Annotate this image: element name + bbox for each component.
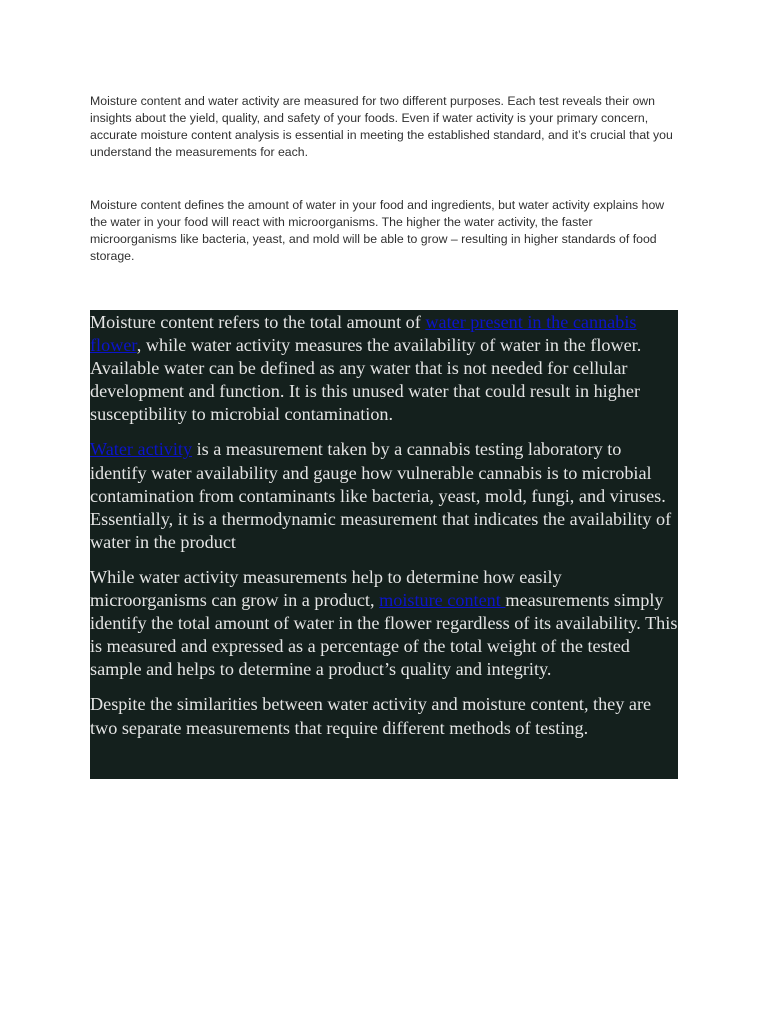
article-p2-text: is a measurement taken by a cannabis testing laboratory to identify water availability and gauge how vulnerable cannabis is to microbial contamination from contaminants like bacteria, yeast, mold, fungi, and viruses. Essentially, it is a thermodynamic measurement that indicates the availability of water in the product — [90, 439, 672, 552]
article-p3-text-end: measurements simply identify the total amount of water in the flower regardless of its availability. This is measured and expressed as a percentage of the total weight of the tested sample and helps to determine a product’s quality and integrity. — [90, 590, 678, 680]
article-paragraph-2 — [90, 438, 678, 553]
link-water-activity[interactable]: Water activity — [90, 439, 193, 460]
link-water-present-in-flower[interactable]: water present in the cannabis flower — [90, 312, 637, 356]
article-p1-text-start: Moisture content refers to the total amount of — [90, 312, 426, 332]
intro-paragraph-1: Moisture content and water activity are measured for two different purposes. Each test reveals their own insights about the yield, quality, and safety of your foods. Even if water activity is your primary concern, accurate moisture content analysis is essential in meeting the established standard, and it’s crucial that you understand the measurements for each. — [90, 94, 673, 159]
article-paragraph-1 — [90, 311, 678, 426]
article-paragraph-3 — [90, 566, 678, 681]
article-paragraph-4: Despite the similarities between water activity and moisture content, they are two separate measurements that require different methods of testing. — [90, 694, 652, 738]
pasted-article-block — [90, 310, 678, 779]
intro-paragraph-2: Moisture content defines the amount of water in your food and ingredients, but water activity explains how the water in your food will react with microorganisms. The higher the water activity, the faster microorganisms like bacteria, yeast, and mold will be able to grow – resulting in higher standards of food storage. — [90, 198, 665, 263]
link-moisture-content[interactable]: moisture content — [379, 590, 506, 611]
article-p1-text-end: , while water activity measures the availability of water in the flower. Available water can be defined as any water that is not needed for cellular development and function. It is this unused water that could result in higher susceptibility to microbial contamination. — [90, 335, 642, 425]
article-p3-text-start: While water activity measurements help to determine how easily microorganisms can grow in a product, — [90, 566, 562, 611]
